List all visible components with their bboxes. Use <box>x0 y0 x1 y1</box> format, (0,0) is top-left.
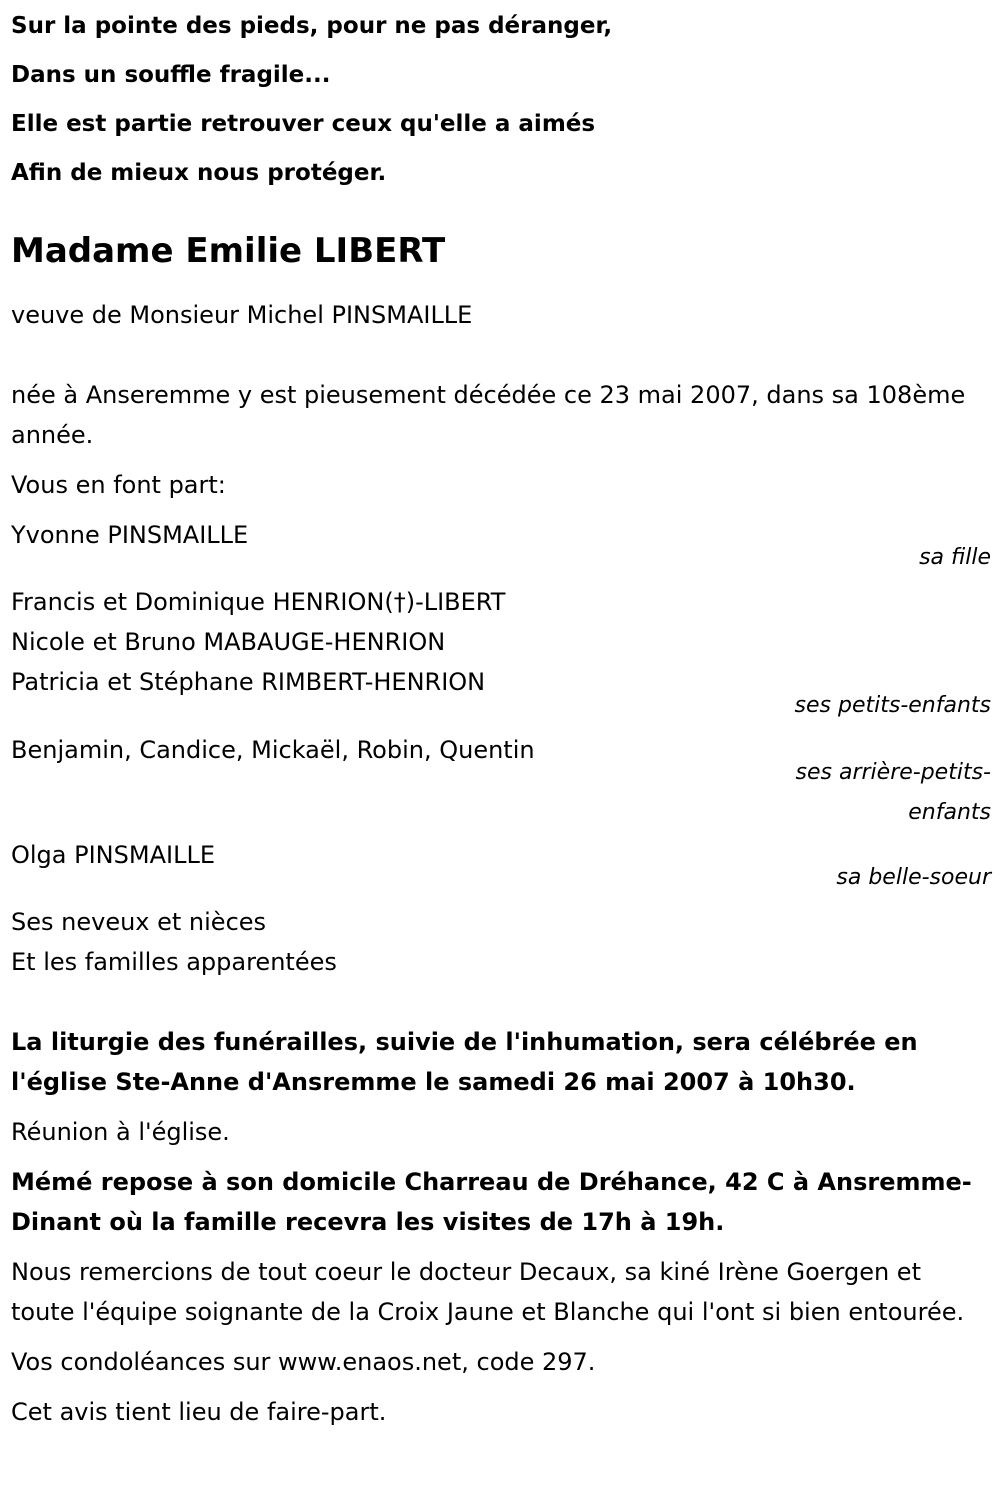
poem-line: Afin de mieux nous protéger. <box>11 160 387 186</box>
relation-label: ses arrière-petits- <box>795 760 991 785</box>
widow-of: veuve de Monsieur Michel PINSMAILLE <box>11 301 473 329</box>
announcement-intro: Vous en font part: <box>11 471 226 499</box>
family-member: Olga PINSMAILLE <box>11 841 215 869</box>
family-member: Yvonne PINSMAILLE <box>11 521 249 549</box>
poem-line: Dans un souffle fragile... <box>11 62 331 88</box>
family-member: Benjamin, Candice, Mickaël, Robin, Quentin <box>11 736 535 764</box>
family-others: Ses neveux et nièces <box>11 908 267 936</box>
family-member: Francis et Dominique HENRION(†)-LIBERT <box>11 588 506 616</box>
obituary-page <box>11 0 991 1432</box>
family-others: Et les familles apparentées <box>11 948 337 976</box>
meeting-info: Réunion à l'église. <box>11 1118 230 1146</box>
relation-label: enfants <box>908 800 991 825</box>
family-member: Patricia et Stéphane RIMBERT-HENRION <box>11 668 486 696</box>
relation-label: sa fille <box>919 545 991 570</box>
family-member: Nicole et Bruno MABAUGE-HENRION <box>11 628 446 656</box>
rest-info: Mémé repose à son domicile Charreau de Dréhance, 42 C à Ansremme-Dinant où la famille recevra les visites de 17h à 19h. <box>11 1168 972 1236</box>
poem <box>11 0 991 189</box>
born-died: née à Anseremme y est pieusement décédée ce 23 mai 2007, dans sa 108ème année. <box>11 381 966 449</box>
poem-line: Sur la pointe des pieds, pour ne pas déranger, <box>11 13 613 39</box>
liturgy-info: La liturgie des funérailles, suivie de l'inhumation, sera célébrée en l'église Ste-Anne d'Ansremme le samedi 26 mai 2007 à 10h30. <box>11 1028 918 1096</box>
deceased-name: Madame Emilie LIBERT <box>11 231 446 271</box>
thanks: Nous remercions de tout coeur le docteur Decaux, sa kiné Irène Goergen et toute l'équipe soignante de la Croix Jaune et Blanche qui l'ont si bien entourée. <box>11 1258 965 1326</box>
poem-line: Elle est partie retrouver ceux qu'elle a aimés <box>11 111 596 137</box>
relation-label: ses petits-enfants <box>794 693 991 718</box>
condolences: Vos condoléances sur www.enaos.net, code 297. <box>11 1348 596 1376</box>
relation-label: sa belle-soeur <box>836 865 991 890</box>
notice: Cet avis tient lieu de faire-part. <box>11 1398 387 1426</box>
